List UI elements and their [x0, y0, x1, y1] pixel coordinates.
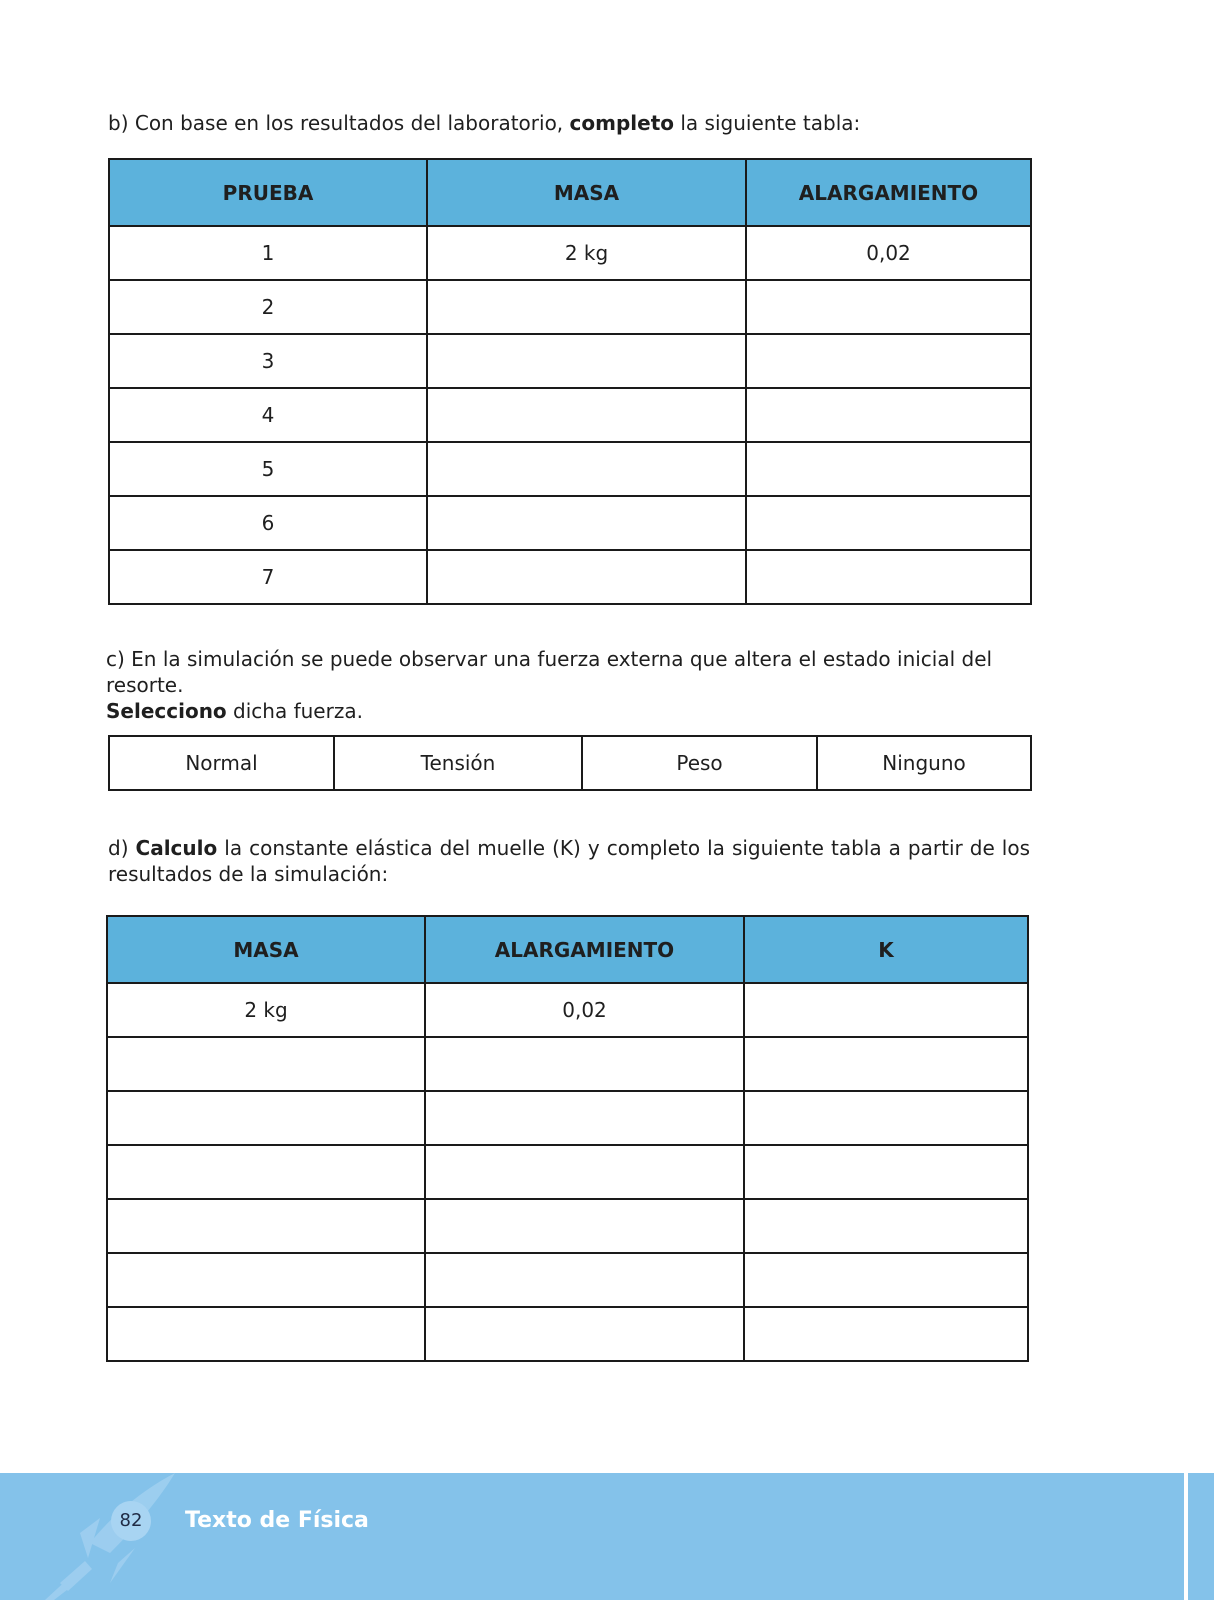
table-row	[107, 983, 1028, 1037]
table-cell[interactable]	[744, 1145, 1028, 1199]
table-cell[interactable]	[107, 1091, 425, 1145]
table-cell[interactable]	[425, 1037, 744, 1091]
table-cell[interactable]	[427, 442, 746, 496]
table-row	[109, 280, 1031, 334]
table-cell[interactable]	[425, 1145, 744, 1199]
page-number: 82	[111, 1501, 151, 1541]
table-cell: 2	[109, 280, 427, 334]
table-header-row	[109, 159, 1031, 226]
table-cell[interactable]	[107, 1307, 425, 1361]
table-cell: 7	[109, 550, 427, 604]
table-cell[interactable]	[427, 334, 746, 388]
instruction-d: d) Calculo la constante elástica del muelle (K) y completo la siguiente tabla a partir de los resultados de la simulación:	[108, 836, 1030, 886]
table-cell[interactable]	[744, 1199, 1028, 1253]
column-header: MASA	[427, 159, 746, 226]
table-cell[interactable]: 2 kg	[427, 226, 746, 280]
table-cell[interactable]	[744, 1253, 1028, 1307]
table-row	[107, 1037, 1028, 1091]
book-title: Texto de Física	[185, 1508, 369, 1533]
instruction-c: c) En la simulación se puede observar una fuerza externa que altera el estado inicial del resorte. Selecciono dicha fuerza.	[106, 647, 993, 723]
table-cell[interactable]	[746, 334, 1031, 388]
table-cell: 5	[109, 442, 427, 496]
table-row	[109, 442, 1031, 496]
column-header: PRUEBA	[109, 159, 427, 226]
table-cell[interactable]	[744, 1091, 1028, 1145]
table-row	[109, 388, 1031, 442]
table-cell[interactable]: 2 kg	[107, 983, 425, 1037]
option-peso[interactable]: Peso	[582, 736, 817, 790]
table-cell[interactable]: 0,02	[425, 983, 744, 1037]
table-row	[109, 226, 1031, 280]
options-row	[109, 736, 1031, 790]
table-cell[interactable]	[427, 496, 746, 550]
table-cell[interactable]	[107, 1037, 425, 1091]
table-cell[interactable]	[744, 983, 1028, 1037]
column-header: ALARGAMIENTO	[746, 159, 1031, 226]
option-normal[interactable]: Normal	[109, 736, 334, 790]
table-cell[interactable]	[107, 1253, 425, 1307]
table-header-row	[107, 916, 1028, 983]
table-cell: 3	[109, 334, 427, 388]
column-header: K	[744, 916, 1028, 983]
spring-constant-table	[106, 915, 1029, 1362]
table-cell[interactable]	[746, 496, 1031, 550]
table-row	[107, 1199, 1028, 1253]
table-row	[107, 1307, 1028, 1361]
option-ninguno[interactable]: Ninguno	[817, 736, 1031, 790]
column-header: MASA	[107, 916, 425, 983]
table-cell[interactable]	[746, 388, 1031, 442]
table-cell: 1	[109, 226, 427, 280]
table-cell[interactable]	[425, 1199, 744, 1253]
table-row	[107, 1091, 1028, 1145]
table-cell[interactable]: 0,02	[746, 226, 1031, 280]
table-cell[interactable]	[425, 1307, 744, 1361]
table-row	[109, 496, 1031, 550]
table-cell[interactable]	[107, 1145, 425, 1199]
table-cell[interactable]	[427, 550, 746, 604]
footer-edge	[1188, 1473, 1214, 1600]
table-cell[interactable]	[427, 388, 746, 442]
table-cell: 6	[109, 496, 427, 550]
column-header: ALARGAMIENTO	[425, 916, 744, 983]
table-row	[107, 1253, 1028, 1307]
results-table	[108, 158, 1032, 605]
table-cell[interactable]	[107, 1199, 425, 1253]
table-cell[interactable]	[744, 1307, 1028, 1361]
page-footer	[0, 1473, 1214, 1600]
table-cell[interactable]	[746, 442, 1031, 496]
table-row	[107, 1145, 1028, 1199]
force-options	[108, 735, 1032, 791]
table-cell: 4	[109, 388, 427, 442]
table-cell[interactable]	[746, 280, 1031, 334]
table-cell[interactable]	[744, 1037, 1028, 1091]
table-cell[interactable]	[427, 280, 746, 334]
table-cell[interactable]	[425, 1091, 744, 1145]
rocket-icon	[40, 1473, 190, 1600]
option-tension[interactable]: Tensión	[334, 736, 582, 790]
table-cell[interactable]	[746, 550, 1031, 604]
table-row	[109, 334, 1031, 388]
instruction-b: b) Con base en los resultados del laboratorio, completo la siguiente tabla:	[108, 111, 861, 135]
table-cell[interactable]	[425, 1253, 744, 1307]
table-row	[109, 550, 1031, 604]
